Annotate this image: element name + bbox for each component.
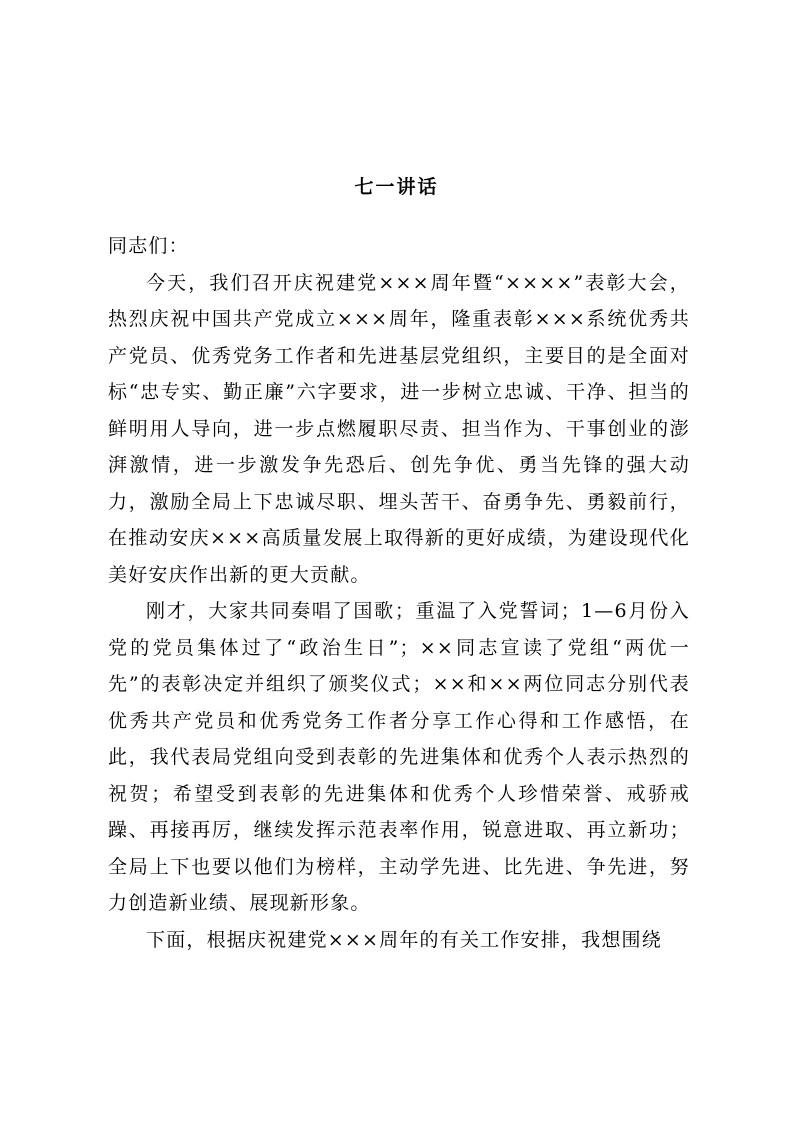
paragraph-opening: 今天，我们召开庆祝建党×××周年暨“××××”表彰大会，热烈庆祝中国共产党成立×××周年，隆重表彰×××系统优秀共产党员、优秀党务工作者和先进基层党组织，主要目的是全面对标“忠专实、勤正廉”六字要求，进一步树立忠诚、干净、担当的鲜明用人导向，进一步点燃履职尽责、担当作为、干事创业的澎湃激情，进一步激发争先恐后、创先争优、勇当先锋的强大动力，激励全局上下忠诚尽职、埋头苦干、奋勇争先、勇毅前行，在推动安庆×××高质量发展上取得新的更好成绩，为建设现代化美好安庆作出新的更大贡献。 bbox=[108, 271, 690, 586]
salutation: 同志们： bbox=[108, 235, 189, 257]
document-body bbox=[108, 228, 690, 958]
document-title: 七一讲话 bbox=[354, 176, 439, 198]
paragraph-ceremony-review: 刚才，大家共同奏唱了国歌；重温了入党誓词；1—6月份入党的党员集体过了“政治生日”；××同志宣读了党组“两优一先”的表彰决定并组织了颁奖仪式；××和××两位同志分别代表优秀共产党员和优秀党务工作者分享工作心得和工作感悟，在此，我代表局党组向受到表彰的先进集体和优秀个人表示热烈的祝贺；希望受到表彰的先进集体和优秀个人珍惜荣誉、戒骄戒躁、再接再厉，继续发挥示范表率作用，锐意进取、再立新功；全局上下也要以他们为榜样，主动学先进、比先进、争先进，努力创造新业绩、展现新形象。 bbox=[108, 600, 690, 914]
paragraph-transition: 下面，根据庆祝建党×××周年的有关工作安排，我想围绕 bbox=[146, 928, 662, 951]
